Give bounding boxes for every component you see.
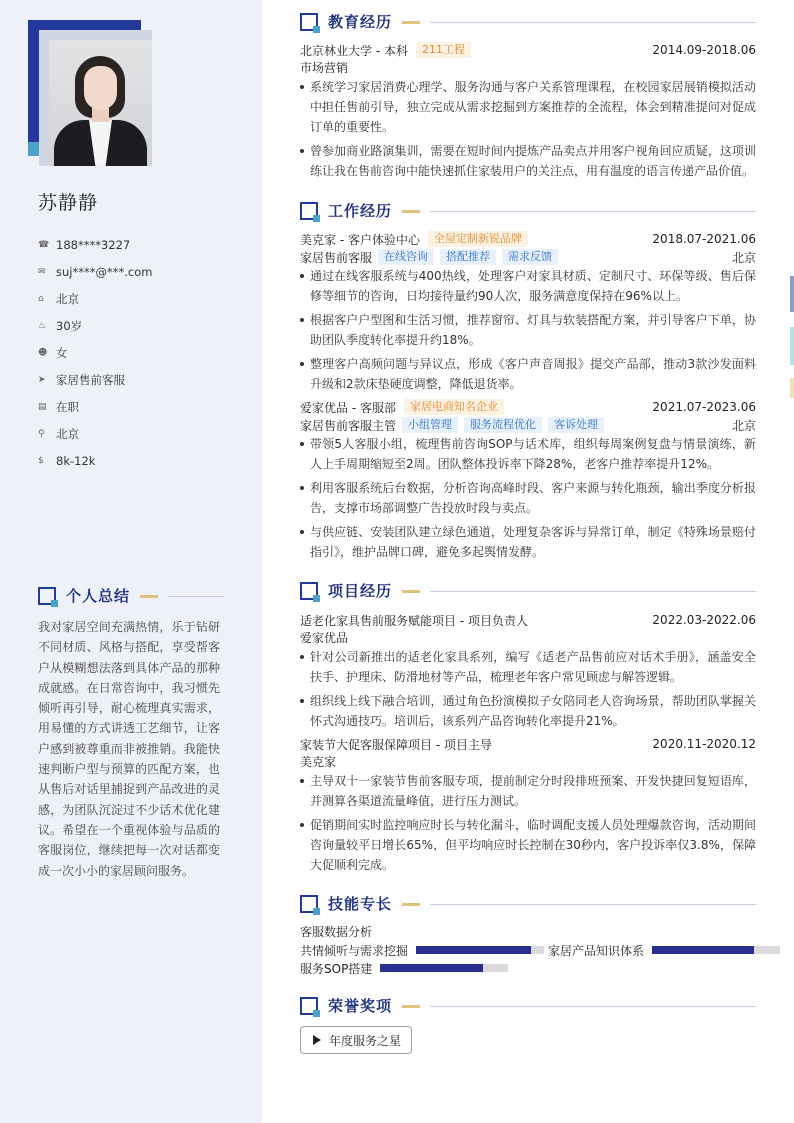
skill-tag: 在线咨询 bbox=[378, 249, 434, 265]
job-role: 家居售前客服主管 bbox=[300, 418, 397, 433]
work-bullets bbox=[300, 266, 756, 394]
salary-icon: $ bbox=[38, 455, 44, 466]
project-name: 家装节大促客服保障项目 - 项目主导 bbox=[300, 737, 492, 752]
work-period: 2021.07-2023.06 bbox=[652, 400, 756, 414]
section-title: 项目经历 bbox=[328, 582, 393, 600]
section-title: 个人总结 bbox=[66, 587, 131, 605]
list-item: 针对公司新推出的适老化家具系列，编写《适老产品售前应对话术手册》，涵盖安全扶手、护理床、防滑地材等产品，梳理老年客户常见顾虑与解答逻辑。 bbox=[300, 647, 756, 687]
project-bullets bbox=[300, 771, 756, 875]
job-city: 北京 bbox=[731, 418, 756, 433]
list-item: 组织线上线下融合培训，通过角色扮演模拟子女陪同老人咨询场景，帮助团队掌握关怀式沟通技巧。培训后，该系列产品咨询转化率提升21%。 bbox=[300, 691, 756, 731]
summary-section-header bbox=[38, 586, 224, 606]
list-item: 与供应链、安装团队建立绿色通道，处理复杂客诉与异常订单，制定《特殊场景赔付指引》，维护品牌口碑，避免多起舆情发酵。 bbox=[300, 522, 756, 562]
list-item: 通过在线客服系统与400热线，处理客户对家具材质、定制尺寸、环保等级、售后保修等细节的咨询，日均接待量约90人次，服务满意度保持在96%以上。 bbox=[300, 266, 756, 306]
profile-photo-frame bbox=[28, 20, 152, 166]
education-bullets bbox=[300, 77, 756, 181]
skill-tag: 搭配推荐 bbox=[440, 249, 496, 265]
skill-level-bar bbox=[652, 946, 780, 954]
home-icon: ⌂ bbox=[38, 293, 44, 304]
mail-icon: ✉ bbox=[38, 266, 46, 277]
list-item: 整理客户高频问题与异议点，形成《客户声音周报》提交产品部，推动3款沙发面料升级和2款床垫硬度调整，降低退货率。 bbox=[300, 354, 756, 394]
skill-level-bar bbox=[380, 964, 508, 972]
skill-name: 服务SOP搭建 bbox=[300, 961, 373, 976]
edge-accent bbox=[790, 276, 794, 312]
school-name: 北京林业大学 - 本科 bbox=[300, 43, 408, 58]
edge-accent bbox=[790, 378, 794, 398]
award-name: 年度服务之星 bbox=[329, 1033, 402, 1048]
skill-name: 家居产品知识体系 bbox=[548, 943, 645, 958]
skills-section-header bbox=[300, 894, 756, 914]
project-entry bbox=[300, 611, 756, 735]
project-entry bbox=[300, 735, 756, 879]
briefcase-icon: ▤ bbox=[38, 401, 47, 412]
info-status: ▤ 在职 bbox=[38, 399, 79, 414]
awards-section-header bbox=[300, 996, 756, 1016]
major: 市场营销 bbox=[300, 61, 349, 75]
section-title: 教育经历 bbox=[328, 13, 393, 31]
list-item: 根据客户户型图和生活习惯，推荐窗帘、灯具与软装搭配方案，并引导客户下单，协助团队季度转化率提升约18%。 bbox=[300, 310, 756, 350]
info-target-position: ➤ 家居售前客服 bbox=[38, 372, 125, 387]
list-item: 利用客服系统后台数据，分析咨询高峰时段、客户来源与转化瓶颈，输出季度分析报告，支撑市场部调整广告投放时段与卖点。 bbox=[300, 478, 756, 518]
cake-icon: ♨ bbox=[38, 320, 47, 331]
personal-info-list bbox=[38, 231, 248, 474]
play-triangle-icon bbox=[313, 1035, 321, 1045]
skill-level-bar bbox=[416, 946, 544, 954]
project-name: 适老化家具售前服务赋能项目 - 项目负责人 bbox=[300, 613, 528, 628]
edge-accent bbox=[790, 327, 794, 365]
list-item: 促销期间实时监控响应时长与转化漏斗，临时调配支援人员处理爆款咨询，活动期间咨询量较平日增长65%，但平均响应时长控制在30秒内，客户投诉率仅3.8%，保障大促顺利完成。 bbox=[300, 815, 756, 875]
gender-icon: ☻ bbox=[38, 347, 48, 358]
company-name: 爱家优品 - 客服部 bbox=[300, 400, 396, 415]
project-org: 爱家优品 bbox=[300, 631, 349, 645]
list-item: 主导双十一家装节售前客服专项，提前制定分时段排班预案、开发快捷回复短语库，并测算各渠道流量峰值，进行压力测试。 bbox=[300, 771, 756, 811]
candidate-name: 苏静静 bbox=[38, 192, 99, 214]
job-role: 家居售前客服 bbox=[300, 250, 373, 265]
section-title: 荣誉奖项 bbox=[328, 997, 393, 1015]
work-period: 2018.07-2021.06 bbox=[652, 232, 756, 246]
skill-tag: 小组管理 bbox=[402, 417, 458, 433]
job-city: 北京 bbox=[731, 250, 756, 265]
skills-heading: 客服数据分析 bbox=[300, 925, 373, 939]
phone-icon: ☎ bbox=[38, 239, 50, 250]
info-location: ⚲ 北京 bbox=[38, 426, 79, 441]
skill-tag: 服务流程优化 bbox=[464, 417, 542, 433]
project-org: 美克家 bbox=[300, 755, 337, 769]
profile-photo bbox=[49, 40, 152, 166]
work-section-header bbox=[300, 201, 756, 221]
list-item: 系统学习家居消费心理学、服务沟通与客户关系管理课程，在校园家居展销模拟活动中担任售前引导，独立完成从需求挖掘到方案推荐的全流程，体会到精准提问对促成订单的重要性。 bbox=[300, 77, 756, 137]
work-entry bbox=[300, 398, 756, 566]
project-period: 2020.11-2020.12 bbox=[652, 737, 756, 751]
info-email: ✉ suj****@***.com bbox=[38, 264, 153, 279]
info-salary: $ 8k-12k bbox=[38, 453, 96, 468]
project-period: 2022.03-2022.06 bbox=[652, 613, 756, 627]
skills-list bbox=[300, 923, 780, 977]
school-tag: 211工程 bbox=[416, 42, 471, 58]
education-section-header bbox=[300, 12, 756, 32]
award-badge[interactable] bbox=[300, 1026, 412, 1054]
company-tag: 全屋定制新锐品牌 bbox=[428, 231, 528, 247]
work-bullets bbox=[300, 434, 756, 562]
list-item: 曾参加商业路演集训，需要在短时间内提炼产品卖点并用客户视角回应质疑，这项训练让我在售前咨询中能快速抓住家装用户的关注点，用有温度的语言传递产品价值。 bbox=[300, 141, 756, 181]
education-period: 2014.09-2018.06 bbox=[652, 43, 756, 57]
company-name: 美克家 - 客户体验中心 bbox=[300, 232, 420, 247]
location-icon: ⚲ bbox=[38, 428, 45, 439]
send-icon: ➤ bbox=[38, 374, 46, 385]
skill-name: 共情倾听与需求挖掘 bbox=[300, 943, 409, 958]
skill-tag: 客诉处理 bbox=[548, 417, 604, 433]
education-entry bbox=[300, 41, 756, 185]
work-entry bbox=[300, 230, 756, 398]
sidebar bbox=[0, 0, 262, 1123]
projects-section-header bbox=[300, 581, 756, 601]
section-title: 技能专长 bbox=[328, 895, 393, 913]
info-hometown: ⌂ 北京 bbox=[38, 291, 79, 306]
summary-text: 我对家居空间充满热情，乐于钻研不同材质、风格与搭配，享受帮客户从模糊想法落到具体产品的那种成就感。在日常咨询中，我习惯先倾听再引导，耐心梳理真实需求，用易懂的方式讲透工艺细节，让客户感到被尊重而非被推销。我能快速判断户型与预算的匹配方案，也从售后对话里捕捉到产品改进的灵感，为团队沉淀过不少话术优化建议。希望在一个重视体验与品质的客服岗位，继续把每一次对话都变成一次小小的家居顾问服务。 bbox=[38, 620, 220, 878]
info-gender: ☻ 女 bbox=[38, 345, 68, 360]
company-tag: 家居电商知名企业 bbox=[404, 399, 504, 415]
project-bullets bbox=[300, 647, 756, 731]
skill-tag: 需求反馈 bbox=[502, 249, 558, 265]
info-age: ♨ 30岁 bbox=[38, 318, 83, 333]
list-item: 带领5人客服小组，梳理售前咨询SOP与话术库，组织每周案例复盘与情景演练，新人上手周期缩短至2周。团队整体投诉率下降28%，老客户推荐率提升12%。 bbox=[300, 434, 756, 474]
section-title: 工作经历 bbox=[328, 202, 393, 220]
info-phone: ☎ 188****3227 bbox=[38, 237, 131, 252]
